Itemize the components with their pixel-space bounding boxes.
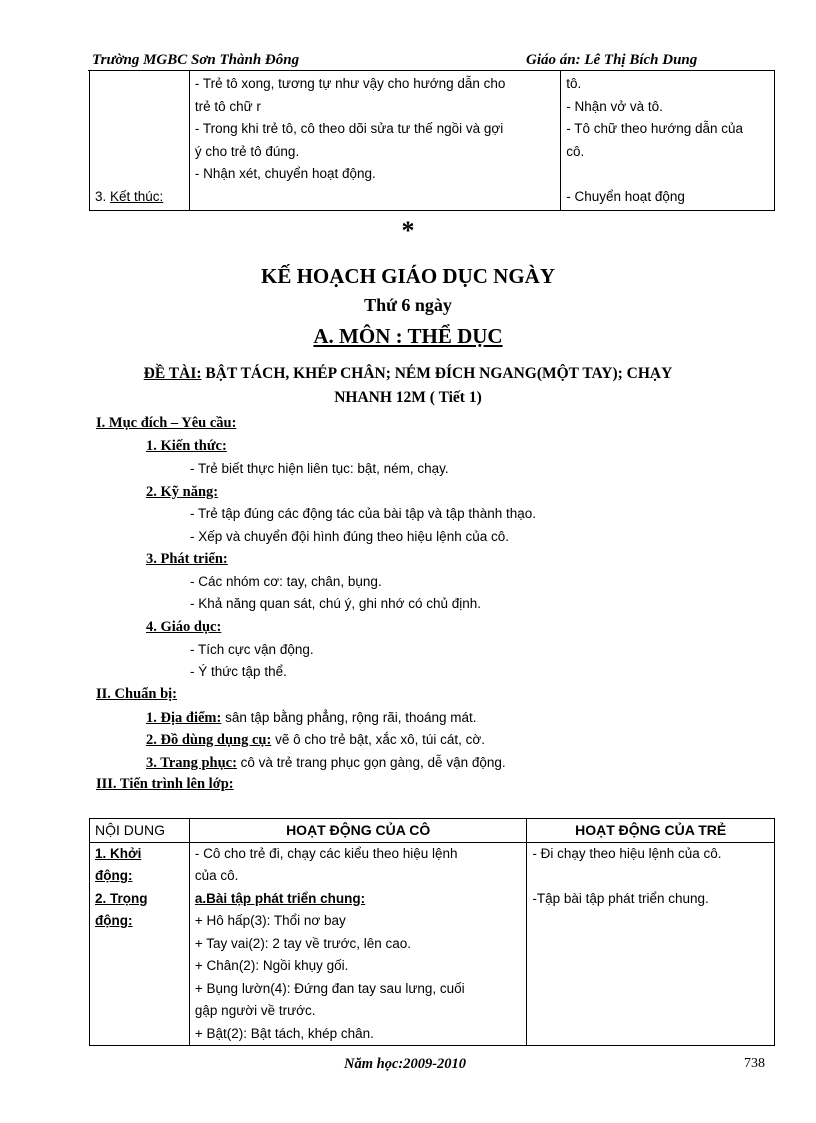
exercise-heading: a.Bài tập phát triển chung: [194,890,366,906]
place-line [146,709,477,727]
skills-label: 2. Kỹ năng: [146,484,219,500]
section-3-heading: III. Tiến trình lên lớp: [96,776,234,792]
topic-label: ĐỀ TÀI: [143,365,202,382]
knowledge-label: 1. Kiến thức: [146,438,227,454]
development-label: 3. Phát triển: [146,551,228,567]
costume-text: cô và trẻ trang phục gọn gàng, dễ vận động. [236,755,506,770]
teacher-activity-cell [189,842,526,1046]
list-item: + Bụng lườn(4): Đứng đan tay sau lưng, cuối [194,980,465,996]
topic-text: BẬT TÁCH, KHÉP CHÂN; NÉM ĐÍCH NGANG(MỘT TAY); CHẠY [201,365,673,382]
stage-cell [90,71,190,211]
topic-line-1 [0,365,816,383]
stage-warmup-b: động: [95,868,133,883]
list-item: - Nhận xét, chuyển hoạt động. [194,166,376,181]
stage-main-a: 2. Trọng [95,890,148,906]
list-item: - Xếp và chuyển đội hình đúng theo hiệu lệnh của cô. [190,529,509,544]
column-header-child: HOẠT ĐỘNG CỦA TRẺ [527,819,775,843]
list-item: - Trẻ biết thực hiện liên tục: bật, ném, chạy. [190,461,449,476]
list-item: trẻ tô chữ r [194,98,261,114]
list-item: của cô. [194,868,239,883]
list-item: - Đi chạy theo hiệu lệnh của cô. [532,845,722,861]
day-title: Thứ 6 ngày [364,295,452,315]
teacher-activity-cell [189,71,560,211]
list-item: + Tay vai(2): 2 tay về trước, lên cao. [194,935,412,951]
list-item: - Khả năng quan sát, chú ý, ghi nhớ có chủ định. [190,596,482,611]
costume-label: 3. Trang phục: [146,755,237,771]
list-item: - Chuyển hoạt động [566,188,685,204]
subject-title [0,324,816,349]
footer-year: Năm học:2009-2010 [344,1056,467,1072]
list-item: + Chân(2): Ngồi khụy gối. [194,958,349,973]
stage-cell [90,842,190,1046]
star-separator: * [401,216,415,245]
page-title: KẾ HOẠCH GIÁO DỤC NGÀY [260,264,555,288]
list-item: - Nhận vở và tô. [566,98,663,114]
table-row [90,71,775,211]
table-header-row [90,819,775,843]
top-lesson-table [89,70,775,211]
column-header-content: NỘI DUNG [90,819,190,843]
page-number: 738 [744,1056,765,1071]
education-label: 4. Giáo dục: [146,619,222,635]
list-item: - Ý thức tập thể. [190,664,287,679]
column-header-teacher: HOẠT ĐỘNG CỦA CÔ [189,819,526,843]
stage-label: 3. Kết thúc: [95,188,164,204]
place-text: sân tập bằng phẳng, rộng rãi, thoáng mát. [221,710,477,725]
list-item: - Các nhóm cơ: tay, chân, bụng. [190,574,382,589]
list-item: - Trong khi trẻ tô, cô theo dõi sửa tư thế ngồi và gợi [194,121,504,136]
list-item: - Cô cho trẻ đi, chạy các kiểu theo hiệu lệnh [194,845,458,861]
place-label: 1. Địa điểm: [146,710,222,726]
list-item [566,163,769,186]
list-item: - Tích cực vận động. [190,642,314,657]
list-item: + Hô hấp(3): Thổi nơ bay [194,913,346,928]
list-item: + Bật(2): Bật tách, khép chân. [194,1025,374,1041]
tools-label: 2. Đồ dùng dụng cụ: [146,732,272,748]
tools-line [146,731,485,749]
subject-title-text: A. MÔN : THỂ DỤC [313,324,503,348]
child-activity-cell [527,842,775,1046]
list-item: ý cho trẻ tô đúng. [194,143,300,159]
stage-main-b: động: [95,913,133,928]
lesson-process-table [89,818,775,1046]
list-item: - Tô chữ theo hướng dẫn của [566,121,744,136]
list-item: - Trẻ tập đúng các động tác của bài tập và tập thành thạo. [190,506,536,521]
list-item: gập người về trước. [194,1003,316,1018]
child-activity-cell [561,71,775,211]
topic-line-2: NHANH 12M ( Tiết 1) [334,389,482,406]
section-2-heading: II. Chuẩn bị: [96,686,177,702]
spacer [532,865,769,888]
header-school: Trường MGBC Sơn Thành Đông [92,52,300,68]
table-row [90,842,775,1046]
tools-text: vẽ ô cho trẻ bật, xắc xô, túi cát, cờ. [271,732,486,747]
section-1-heading: I. Mục đích – Yêu cầu: [96,415,237,431]
list-item: cô. [566,143,585,159]
stage-warmup-a: 1. Khởi [95,845,142,861]
costume-line [146,754,506,772]
list-item: - Trẻ tô xong, tương tự như vậy cho hướng dẫn cho [194,76,506,91]
header-author: Giáo án: Lê Thị Bích Dung [526,52,698,68]
list-item: tô. [566,76,582,91]
list-item: -Tập bài tập phát triển chung. [532,890,709,906]
